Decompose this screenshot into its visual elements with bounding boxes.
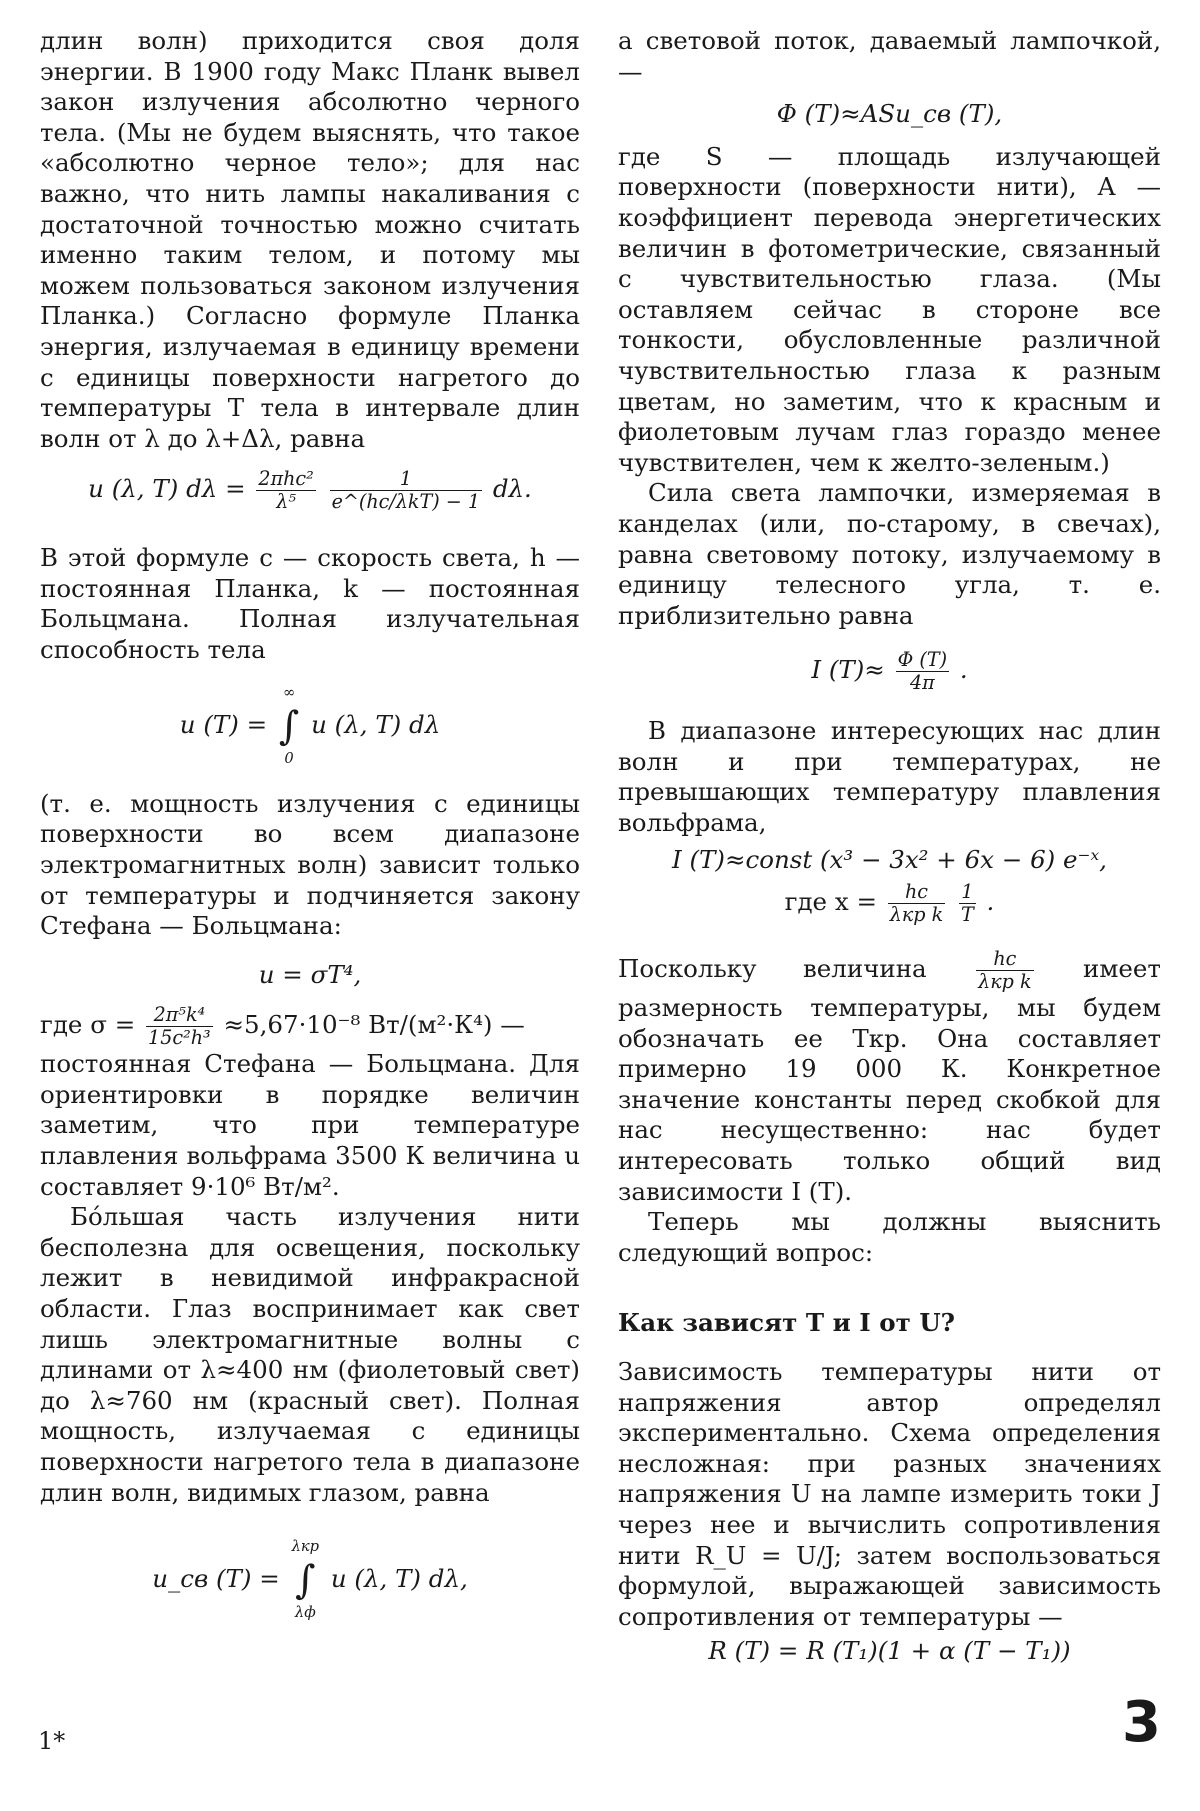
integral-sign-2	[292, 1534, 319, 1627]
sigma-lead: где σ =	[40, 1010, 136, 1040]
left-paragraph-3: (т. е. мощность излучения с единицы поверхности во всем диапазоне электромагнитных волн) зависит только от температуры и подчиняется закону Стефана — Больцмана:	[40, 788, 580, 941]
integral-sign-1	[279, 680, 299, 773]
left-paragraph-5: Бо́льшая часть излучения нити бесполезна для освещения, поскольку лежит в невидимой инфракрасной области. Глаз воспринимает как свет лишь электромагнитные волны с длинами от λ≈400 нм (фиолетовый свет) до λ≈760 нм (красный свет). Полная мощность, излучаемая с единицы поверхности нагретого тела в диапазоне длин волн, видимых глазом, равна	[40, 1202, 580, 1507]
x-definition-lead: где x =	[784, 887, 877, 917]
x-fraction-2-num: 1	[959, 881, 976, 904]
planck-fraction-1-num: 2πhc²	[258, 467, 314, 491]
luminous-flux-formula: Φ (T)≈ASu_св (T),	[776, 99, 1003, 129]
right-paragraph-4: В диапазоне интересующих нас длин волн и при температурах, не превышающих температуру плавления вольфрама,	[618, 716, 1161, 837]
luminous-intensity-fraction	[896, 649, 949, 694]
x-definition-tail: .	[986, 887, 995, 917]
right-paragraph-2: где S — площадь излучающей поверхности (поверхности нити), A — коэффициент перевода энергетических величин в фотометрические, связанный с чувствительностью глаза. (Мы оставляем сейчас в стороне все тонкости, обусловленные различной чувствительностью глаза к разным цветам, но заметим, что к красным и фиолетовым лучам глаз гораздо менее чувствителен, чем к желто-зеленым.)	[618, 141, 1161, 477]
intensity-approx-formula: I (T)≈const (x³ − 3x² + 6x − 6) e⁻ˣ,	[672, 844, 1107, 874]
x-fraction-2	[959, 881, 976, 926]
luminous-intensity-num: Φ (T)	[897, 648, 948, 672]
x-fraction-1	[888, 881, 945, 926]
right-paragraph-5-tail: имеет размерность температуры, мы будем обозначать ее Tкр. Она составляет примерно 19 000 К. Конкретное значение константы перед скобкой для нас несущественно: нас будет интересовать только общий вид зависимости I (T).	[618, 954, 1161, 1206]
integral-1-symbol: ∫	[278, 703, 300, 749]
visible-power-formula	[40, 1534, 580, 1627]
planck-formula-lhs: u (λ, T) dλ =	[88, 474, 246, 504]
integral-1-lower: 0	[284, 749, 294, 767]
integral-2-lower: λф	[294, 1604, 316, 1622]
sigma-fraction-den: 15c²h³	[148, 1026, 211, 1050]
left-paragraph-1: длин волн) приходится своя доля энергии. В 1900 году Макс Планк вывел закон излучения абсолютно черного тела. (Мы не будем выяснять, что такое «абсолютно черное тело»; для нас важно, что нить лампы накаливания с достаточной точностью можно считать именно таким телом, и потому мы можем пользоваться законом излучения Планка.) Согласно формуле Планка энергия, излучаемая в единицу времени с единицы поверхности нагретого до температуры T тела в интервале длин волн от λ до λ+Δλ, равна	[40, 26, 580, 453]
sigma-tail: ≈5,67·10⁻⁸ Вт/(м²·К⁴) —	[223, 1010, 525, 1040]
integral-2-symbol: ∫	[295, 1558, 316, 1604]
planck-fraction-2-den: e^(hc/λkT) − 1	[331, 490, 481, 514]
planck-formula-rhs: dλ.	[492, 474, 532, 504]
planck-fraction-1	[256, 468, 315, 513]
left-paragraph-4: постоянная Стефана — Больцмана. Для ориентировки в порядке величин заметим, что при температуре плавления вольфрама 3500 К величина u составляет 9·10⁶ Вт/м².	[40, 1049, 580, 1201]
integral-2-upper: λкр	[291, 1538, 320, 1556]
visible-power-lhs: u_св (T) =	[152, 1564, 280, 1594]
right-paragraph-7: Зависимость температуры нити от напряжения автор определял экспериментально. Схема определения несложная: при разных значениях напряжения U на лампе измерить токи J через нее и вычислить сопротивления нити R_U = U/J; затем воспользоваться формулой, выражающей зависимость сопротивления от температуры —	[618, 1357, 1161, 1631]
resistance-formula: R (T) = R (T₁)(1 + α (T − T₁))	[708, 1636, 1071, 1666]
x-fraction-1-den: λкр k	[889, 903, 944, 927]
right-column	[618, 26, 1161, 1667]
section-heading: Как зависят T и I от U?	[618, 1308, 956, 1338]
integral-1-upper: ∞	[282, 683, 296, 701]
tkr-fraction	[976, 948, 1033, 993]
luminous-intensity-lhs: I (T)≈	[811, 655, 885, 685]
total-emission-formula	[40, 680, 580, 773]
planck-fraction-2-num: 1	[330, 468, 482, 491]
right-paragraph-1: а световой поток, даваемый лампочкой,—	[618, 26, 1161, 86]
x-fraction-2-den: T	[961, 903, 974, 927]
right-paragraph-6: Теперь мы должны выяснить следующий вопрос:	[618, 1207, 1161, 1267]
left-paragraph-2: В этой формуле c — скорость света, h — постоянная Планка, k — постоянная Больцмана. Полная излучательная способность тела	[40, 543, 580, 665]
planck-fraction-2	[330, 468, 482, 513]
footnote-mark: 1*	[38, 1727, 66, 1755]
sigma-line	[40, 1004, 580, 1049]
tkr-fraction-num: hc	[976, 948, 1033, 971]
x-fraction-1-num: hc	[888, 881, 945, 904]
planck-fraction-1-den: λ⁵	[276, 490, 296, 514]
total-emission-rhs: u (λ, T) dλ	[311, 709, 441, 739]
page-number: 3	[1122, 1690, 1161, 1755]
x-definition-formula	[618, 881, 1161, 926]
stefan-boltzmann-formula: u = σT⁴,	[258, 959, 362, 989]
luminous-intensity-tail: .	[959, 655, 968, 685]
tkr-fraction-den: λкр k	[978, 970, 1032, 994]
luminous-intensity-den: 4π	[909, 671, 935, 695]
total-emission-lhs: u (T) =	[179, 709, 268, 739]
right-paragraph-3: Сила света лампочки, измеряемая в канделах (или, по-старому, в свечах), равна световому потоку, излучаемому в единицу телесного угла, т. е. приблизительно равна	[618, 478, 1161, 630]
left-column	[40, 26, 580, 1627]
sigma-fraction-num: 2π⁵k⁴	[146, 1004, 213, 1027]
right-paragraph-5	[618, 948, 1161, 1207]
visible-power-rhs: u (λ, T) dλ,	[330, 1564, 468, 1594]
right-paragraph-5-lead: Поскольку величина	[618, 954, 927, 984]
sigma-fraction	[146, 1004, 213, 1049]
luminous-intensity-formula	[618, 649, 1161, 694]
planck-formula	[40, 468, 580, 513]
